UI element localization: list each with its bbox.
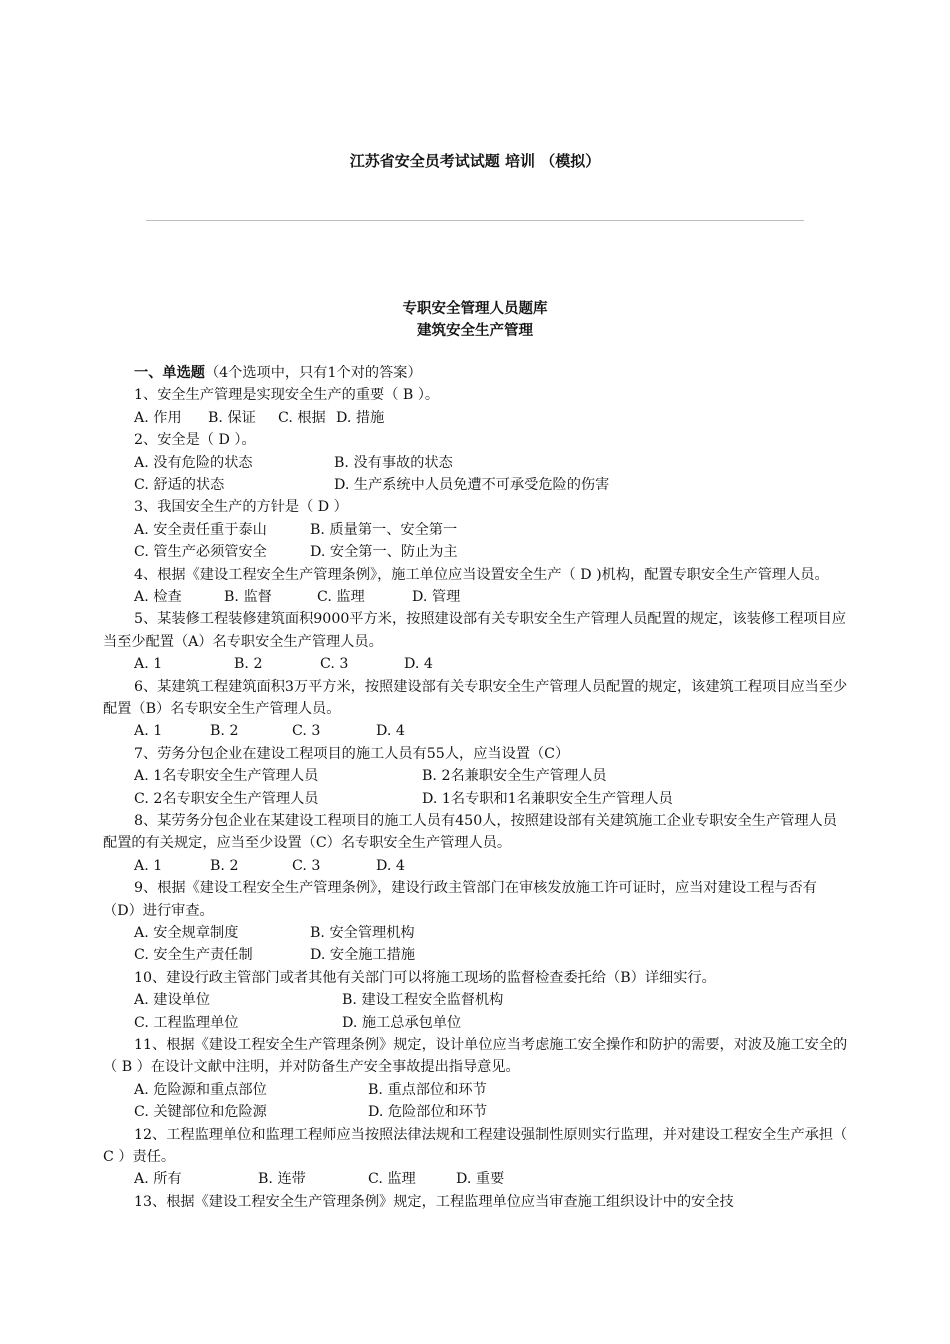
option-row <box>103 989 849 1011</box>
option-b: B. 2 <box>210 857 239 874</box>
question-list <box>103 362 849 1213</box>
option-a: A. 作用 <box>134 409 182 426</box>
option-b: B. 安全管理机构 <box>310 924 415 941</box>
questions <box>103 384 849 1213</box>
option-c: C. 管生产必须管安全 <box>134 544 267 561</box>
option-b: B. 重点部位和环节 <box>368 1081 487 1098</box>
question-text: 6、某建筑工程建筑面积3万平方米，按照建设部有关专职安全生产管理人员配置的规定，该建筑工程项目应当至少配置（B）名专职安全生产管理人员。 <box>103 678 848 717</box>
option-row <box>103 944 849 966</box>
option-row <box>103 1168 849 1190</box>
option-a: A. 1 <box>134 723 163 740</box>
question-text: 4、根据《建设工程安全生产管理条例》，施工单位应当设置安全生产（ D )机构，配置专职安全生产管理人员。 <box>134 566 829 583</box>
option-row <box>103 720 849 742</box>
option-row <box>103 653 849 675</box>
option-a: A. 1 <box>134 656 163 673</box>
option-c: C. 工程监理单位 <box>134 1014 239 1031</box>
option-row <box>103 452 849 474</box>
option-d: D. 危险部位和环节 <box>368 1104 488 1121</box>
option-d: D. 安全施工措施 <box>310 947 416 964</box>
option-a: A. 没有危险的状态 <box>134 454 253 471</box>
question-text: 11、根据《建设工程安全生产管理条例》规定，设计单位应当考虑施工安全操作和防护的需要，对波及施工安全的（ B ）在设计文献中注明，并对防备生产安全事故提出指导意见。 <box>103 1036 848 1076</box>
option-a: A. 所有 <box>134 1171 182 1188</box>
option-c: C. 3 <box>292 857 321 874</box>
option-c: C. 2名专职安全生产管理人员 <box>134 790 319 807</box>
option-c: C. 根据 <box>278 409 326 426</box>
option-b: B. 监督 <box>224 588 272 605</box>
option-d: D. 重要 <box>456 1171 505 1188</box>
option-row <box>103 855 849 877</box>
option-a: A. 安全规章制度 <box>134 924 239 941</box>
option-b: B. 没有事故的状态 <box>334 454 453 471</box>
option-b: B. 建设工程安全监督机构 <box>342 992 504 1009</box>
question-text: 9、根据《建设工程安全生产管理条例》，建设行政主管部门在审核发放施工许可证时，应当对建设工程与否有（D）进行审查。 <box>103 880 817 919</box>
option-row <box>103 788 849 810</box>
option-row <box>103 765 849 787</box>
section-heading <box>103 362 849 384</box>
option-row <box>103 519 849 541</box>
option-a: A. 1 <box>134 857 163 874</box>
question-text: 3、我国安全生产的方针是（ D ） <box>134 499 348 516</box>
option-row <box>103 922 849 944</box>
option-d: D. 1名专职和1名兼职安全生产管理人员 <box>422 790 673 807</box>
option-d: D. 管理 <box>412 588 461 605</box>
option-c: C. 3 <box>292 723 321 740</box>
header-divider <box>146 220 804 221</box>
option-row <box>103 1101 849 1123</box>
option-c: C. 关键部位和危险源 <box>134 1104 267 1121</box>
option-b: B. 2 <box>234 656 263 673</box>
question-text: 10、建设行政主管部门或者其他有关部门可以将施工现场的监督检查委托给（B）详细实行。 <box>134 969 716 986</box>
subtitle-topic: 建筑安全生产管理 <box>417 323 533 339</box>
question-text: 5、某装修工程装修建筑面积9000平方米，按照建设部有关专职安全生产管理人员配置的规定，该装修工程项目应当至少配置（A）名专职安全生产管理人员。 <box>103 611 846 650</box>
question-text: 12、工程监理单位和监理工程师应当按照法律法规和工程建设强制性原则实行监理，并对建设工程安全生产承担（ C ）责任。 <box>103 1126 848 1165</box>
option-d: D. 安全第一、防止为主 <box>310 544 458 561</box>
option-b: B. 连带 <box>258 1171 306 1188</box>
option-row <box>103 541 849 563</box>
question-text: 13、根据《建设工程安全生产管理条例》规定，工程监理单位应当审查施工组织设计中的安全技 <box>134 1193 734 1210</box>
document-title: 江苏省安全员考试试题 培训 （模拟） <box>349 152 601 170</box>
question-text: 1、安全生产管理是实现安全生产的重要（ B ）。 <box>134 387 440 404</box>
option-row <box>103 586 849 608</box>
option-c: C. 舒适的状态 <box>134 477 225 493</box>
question-text: 2、安全是（ D ）。 <box>134 432 256 449</box>
section-title: 一、单选题 <box>134 365 205 381</box>
section-note: （4个选项中，只有1个对的答案） <box>204 365 422 381</box>
option-a: A. 1名专职安全生产管理人员 <box>134 768 319 785</box>
option-c: C. 监理 <box>368 1171 416 1188</box>
question-text: 8、某劳务分包企业在某建设工程项目的施工人员有450人，按照建设部有关建筑施工企业专职安全生产管理人员配置的有关规定，应当至少设置（C）名专职安全生产管理人员。 <box>103 812 837 852</box>
option-c: C. 监理 <box>317 588 365 605</box>
option-a: A. 危险源和重点部位 <box>134 1081 267 1098</box>
option-b: B. 2 <box>210 723 239 740</box>
option-row <box>103 407 849 429</box>
option-d: D. 4 <box>376 857 405 874</box>
option-b: B. 2名兼职安全生产管理人员 <box>422 768 607 785</box>
option-row <box>103 474 849 496</box>
option-d: D. 施工总承包单位 <box>342 1014 462 1031</box>
option-a: A. 安全责任重于泰山 <box>134 521 267 538</box>
option-c: C. 安全生产责任制 <box>134 947 253 964</box>
option-d: D. 生产系统中人员免遭不可承受危险的伤害 <box>334 477 610 493</box>
option-d: D. 4 <box>404 656 433 673</box>
option-d: D. 措施 <box>336 409 385 426</box>
subtitle-question-bank: 专职安全管理人员题库 <box>402 301 548 317</box>
option-a: A. 建设单位 <box>134 992 211 1009</box>
option-d: D. 4 <box>376 723 405 740</box>
option-a: A. 检查 <box>134 588 182 605</box>
option-c: C. 3 <box>320 656 349 673</box>
question-text: 7、劳务分包企业在建设工程项目的施工人员有55人，应当设置（C） <box>134 745 570 762</box>
option-row <box>103 1079 849 1101</box>
option-b: B. 质量第一、安全第一 <box>310 521 458 538</box>
option-row <box>103 1012 849 1034</box>
option-b: B. 保证 <box>208 409 256 426</box>
